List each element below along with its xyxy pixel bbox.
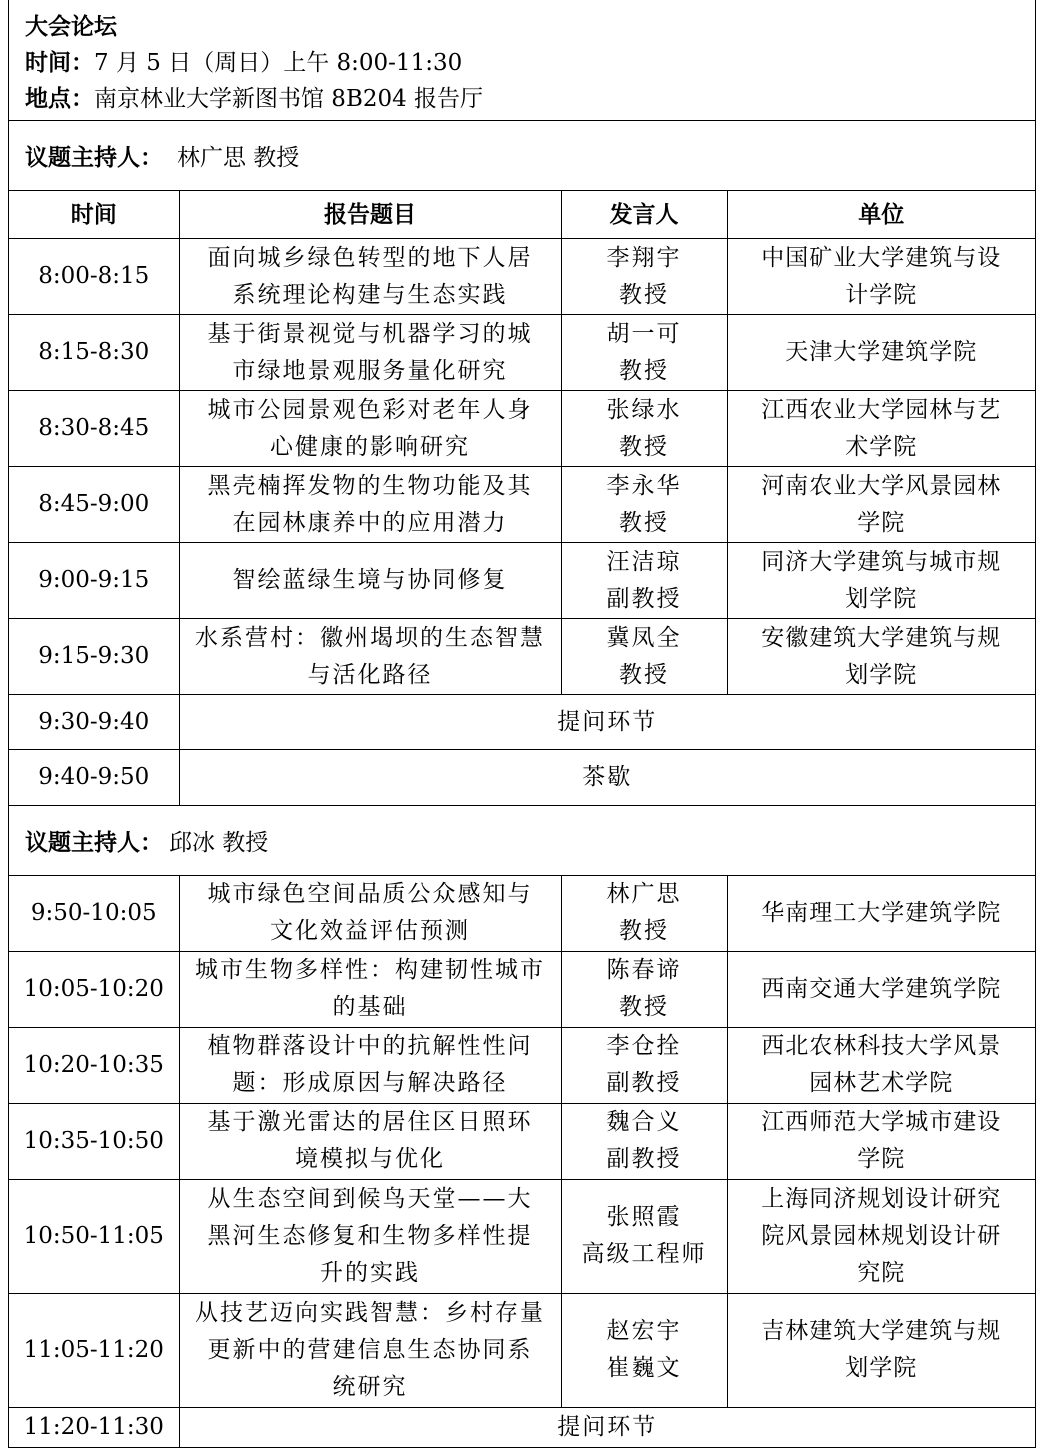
session2-rows bbox=[9, 875, 1035, 1407]
talk-unit bbox=[727, 1179, 1035, 1293]
talk-speaker-line: 副教授 bbox=[606, 585, 682, 612]
talk-speaker-line: 魏合义 bbox=[606, 1109, 682, 1135]
talk-speaker bbox=[561, 467, 727, 543]
talk-speaker bbox=[561, 239, 727, 315]
talk-title bbox=[179, 543, 561, 619]
talk-title-line: 境模拟与优化 bbox=[295, 1146, 445, 1172]
table-row bbox=[9, 875, 1035, 951]
talk-time: 10:35-10:50 bbox=[9, 1103, 179, 1179]
talk-speaker-line: 教授 bbox=[619, 509, 669, 536]
talk-speaker bbox=[561, 543, 727, 619]
table-header-row bbox=[9, 191, 1035, 239]
session1-moderator bbox=[9, 120, 1035, 190]
talk-speaker-line: 赵宏宇 bbox=[606, 1318, 682, 1344]
table-row bbox=[9, 951, 1035, 1027]
talk-unit-line: 中国矿业大学建筑与设 bbox=[761, 244, 1002, 271]
qa-time: 11:20-11:30 bbox=[9, 1407, 179, 1447]
talk-speaker-line: 陈春谛 bbox=[606, 957, 682, 983]
talk-unit-line: 学院 bbox=[857, 1146, 906, 1172]
talk-title-line: 城市生物多样性：构建韧性城市 bbox=[195, 957, 545, 983]
talk-speaker-line: 教授 bbox=[619, 281, 669, 308]
forum-place-value: 南京林业大学新图书馆 8B204 报告厅 bbox=[94, 86, 484, 112]
talk-title bbox=[179, 1027, 561, 1103]
talk-title-line: 从生态空间到候鸟天堂——大 bbox=[207, 1185, 533, 1212]
talk-title-line: 系统理论构建与生态实践 bbox=[232, 281, 508, 308]
talk-time: 9:15-9:30 bbox=[9, 619, 179, 695]
talk-time: 9:50-10:05 bbox=[9, 875, 179, 951]
talk-title-line: 题：形成原因与解决路径 bbox=[232, 1070, 508, 1096]
talk-speaker-line: 李永华 bbox=[606, 472, 682, 499]
talk-speaker-line: 副教授 bbox=[606, 1070, 682, 1096]
forum-time-label: 时间： bbox=[25, 49, 94, 76]
talk-unit-line: 究院 bbox=[857, 1259, 906, 1286]
talk-speaker-line: 教授 bbox=[619, 661, 669, 688]
talk-title-line: 的基础 bbox=[332, 994, 408, 1020]
talk-title-line: 面向城乡绿色转型的地下人居 bbox=[207, 244, 533, 271]
talk-speaker-line: 教授 bbox=[619, 994, 669, 1020]
talk-speaker bbox=[561, 951, 727, 1027]
talk-title-line: 从技艺迈向实践智慧：乡村存量 bbox=[195, 1299, 545, 1326]
talk-title bbox=[179, 875, 561, 951]
table-row bbox=[9, 239, 1035, 315]
talk-speaker bbox=[561, 875, 727, 951]
forum-title: 大会论坛 bbox=[25, 13, 117, 40]
talk-speaker-line: 高级工程师 bbox=[581, 1241, 707, 1267]
talk-time: 10:20-10:35 bbox=[9, 1027, 179, 1103]
talk-unit-line: 吉林建筑大学建筑与规 bbox=[761, 1318, 1002, 1344]
header-speaker: 发言人 bbox=[561, 191, 727, 239]
talk-speaker bbox=[561, 315, 727, 391]
talk-title bbox=[179, 239, 561, 315]
talk-title-line: 城市公园景观色彩对老年人身 bbox=[207, 396, 533, 423]
talk-unit-line: 河南农业大学风景园林 bbox=[761, 472, 1002, 499]
talk-title-line: 基于街景视觉与机器学习的城 bbox=[207, 320, 533, 347]
qa-row bbox=[9, 695, 1035, 750]
talk-title-line: 统研究 bbox=[332, 1373, 408, 1400]
tea-break-time: 9:40-9:50 bbox=[9, 750, 179, 805]
qa-label: 提问环节 bbox=[179, 695, 1035, 750]
talk-unit-line: 学院 bbox=[857, 509, 906, 536]
talk-title-line: 市绿地景观服务量化研究 bbox=[232, 357, 508, 384]
talk-title bbox=[179, 1179, 561, 1293]
table-row bbox=[9, 1027, 1035, 1103]
talk-time: 8:15-8:30 bbox=[9, 315, 179, 391]
talk-unit-line: 安徽建筑大学建筑与规 bbox=[761, 624, 1002, 651]
talk-unit bbox=[727, 619, 1035, 695]
talk-unit-line: 划学院 bbox=[845, 1355, 918, 1381]
talk-unit-line: 华南理工大学建筑学院 bbox=[761, 899, 1002, 926]
talk-speaker bbox=[561, 1103, 727, 1179]
talk-unit-line: 术学院 bbox=[845, 433, 918, 460]
table-row bbox=[9, 1103, 1035, 1179]
talk-speaker-line: 崔巍文 bbox=[606, 1355, 682, 1381]
talk-unit-line: 同济大学建筑与城市规 bbox=[761, 548, 1002, 575]
session2-moderator-label: 议题主持人： bbox=[25, 828, 163, 856]
qa-time: 9:30-9:40 bbox=[9, 695, 179, 750]
talk-time: 8:45-9:00 bbox=[9, 467, 179, 543]
talk-title-line: 与活化路径 bbox=[307, 661, 433, 688]
talk-title-line: 文化效益评估预测 bbox=[270, 918, 470, 944]
talk-unit bbox=[727, 315, 1035, 391]
talk-title-line: 升的实践 bbox=[320, 1259, 420, 1286]
talk-unit bbox=[727, 951, 1035, 1027]
talk-title-line: 心健康的影响研究 bbox=[270, 433, 470, 460]
talk-unit bbox=[727, 1293, 1035, 1407]
table-row bbox=[9, 315, 1035, 391]
session1-moderator-name: 林广思 教授 bbox=[177, 145, 300, 171]
forum-header bbox=[9, 0, 1035, 120]
talk-unit-line: 园林艺术学院 bbox=[809, 1070, 954, 1096]
talk-speaker-line: 张绿水 bbox=[606, 396, 682, 423]
talk-title-line: 在园林康养中的应用潜力 bbox=[232, 509, 508, 536]
talk-unit-line: 划学院 bbox=[845, 585, 918, 612]
talk-unit bbox=[727, 239, 1035, 315]
talk-unit bbox=[727, 543, 1035, 619]
talk-title-line: 基于激光雷达的居住区日照环 bbox=[207, 1109, 533, 1135]
table-row bbox=[9, 1293, 1035, 1407]
talk-speaker bbox=[561, 1293, 727, 1407]
header-unit: 单位 bbox=[727, 191, 1035, 239]
header-time: 时间 bbox=[9, 191, 179, 239]
talk-unit bbox=[727, 391, 1035, 467]
talk-title bbox=[179, 1103, 561, 1179]
talk-title bbox=[179, 467, 561, 543]
table-row bbox=[9, 543, 1035, 619]
forum-time-value: 7 月 5 日（周日）上午 8:00-11:30 bbox=[94, 50, 463, 76]
talk-unit-line: 江西师范大学城市建设 bbox=[761, 1109, 1002, 1135]
talk-unit-line: 上海同济规划设计研究 bbox=[761, 1185, 1002, 1212]
talk-time: 10:05-10:20 bbox=[9, 951, 179, 1027]
talk-speaker-line: 冀凤全 bbox=[606, 624, 682, 651]
talk-speaker-line: 教授 bbox=[619, 357, 669, 384]
talk-speaker-line: 李翔宇 bbox=[606, 244, 682, 271]
talk-unit bbox=[727, 875, 1035, 951]
talk-speaker bbox=[561, 1179, 727, 1293]
session2-moderator bbox=[9, 805, 1035, 875]
talk-unit-line: 院风景园林规划设计研 bbox=[761, 1222, 1002, 1249]
table-row bbox=[9, 391, 1035, 467]
table-row bbox=[9, 1179, 1035, 1293]
talk-title-line: 智绘蓝绿生境与协同修复 bbox=[232, 567, 508, 593]
talk-unit bbox=[727, 467, 1035, 543]
talk-unit-line: 西北农林科技大学风景 bbox=[761, 1033, 1002, 1059]
talk-unit-line: 西南交通大学建筑学院 bbox=[761, 975, 1002, 1002]
talk-speaker-line: 教授 bbox=[619, 433, 669, 460]
talk-speaker-line: 林广思 bbox=[606, 881, 682, 907]
talk-unit bbox=[727, 1103, 1035, 1179]
session2-table bbox=[9, 875, 1035, 1448]
talk-speaker-line: 教授 bbox=[619, 918, 669, 944]
talk-speaker-line: 张照霞 bbox=[606, 1204, 682, 1230]
talk-speaker-line: 胡一可 bbox=[606, 320, 682, 347]
talk-title-line: 黑河生态修复和生物多样性提 bbox=[207, 1222, 533, 1249]
talk-time: 8:00-8:15 bbox=[9, 239, 179, 315]
session1-table bbox=[9, 190, 1035, 805]
talk-time: 9:00-9:15 bbox=[9, 543, 179, 619]
talk-time: 10:50-11:05 bbox=[9, 1179, 179, 1293]
header-title: 报告题目 bbox=[179, 191, 561, 239]
talk-time: 8:30-8:45 bbox=[9, 391, 179, 467]
talk-title-line: 黑壳楠挥发物的生物功能及其 bbox=[207, 472, 533, 499]
talk-title bbox=[179, 951, 561, 1027]
forum-place-label: 地点： bbox=[25, 85, 94, 112]
talk-title bbox=[179, 1293, 561, 1407]
talk-title bbox=[179, 391, 561, 467]
talk-speaker-line: 李仓拴 bbox=[606, 1033, 682, 1059]
forum-time bbox=[25, 45, 1035, 81]
qa-label: 提问环节 bbox=[179, 1407, 1035, 1447]
program-sheet bbox=[8, 0, 1036, 1448]
talk-speaker bbox=[561, 1027, 727, 1103]
table-row bbox=[9, 619, 1035, 695]
talk-unit-line: 划学院 bbox=[845, 661, 918, 688]
tea-break-label: 茶歇 bbox=[179, 750, 1035, 805]
talk-title bbox=[179, 315, 561, 391]
talk-unit bbox=[727, 1027, 1035, 1103]
talk-unit-line: 天津大学建筑学院 bbox=[785, 339, 978, 365]
forum-place bbox=[25, 81, 1035, 117]
talk-time: 11:05-11:20 bbox=[9, 1293, 179, 1407]
talk-title-line: 水系营村：徽州堨坝的生态智慧 bbox=[195, 624, 545, 651]
talk-title-line: 更新中的营建信息生态协同系 bbox=[207, 1336, 533, 1363]
talk-unit-line: 计学院 bbox=[845, 281, 918, 308]
session1-moderator-label: 议题主持人： bbox=[25, 144, 163, 171]
talk-speaker-line: 副教授 bbox=[606, 1146, 682, 1172]
table-row bbox=[9, 467, 1035, 543]
talk-speaker bbox=[561, 619, 727, 695]
session1-rows bbox=[9, 239, 1035, 695]
qa-row bbox=[9, 1407, 1035, 1447]
talk-title bbox=[179, 619, 561, 695]
talk-unit-line: 江西农业大学园林与艺 bbox=[761, 396, 1002, 423]
session2-moderator-name: 邱冰 教授 bbox=[169, 829, 269, 856]
talk-title-line: 植物群落设计中的抗解性性问 bbox=[207, 1033, 533, 1059]
tea-break-row bbox=[9, 750, 1035, 805]
talk-speaker-line: 汪洁琼 bbox=[606, 548, 682, 575]
talk-speaker bbox=[561, 391, 727, 467]
talk-title-line: 城市绿色空间品质公众感知与 bbox=[207, 881, 533, 907]
